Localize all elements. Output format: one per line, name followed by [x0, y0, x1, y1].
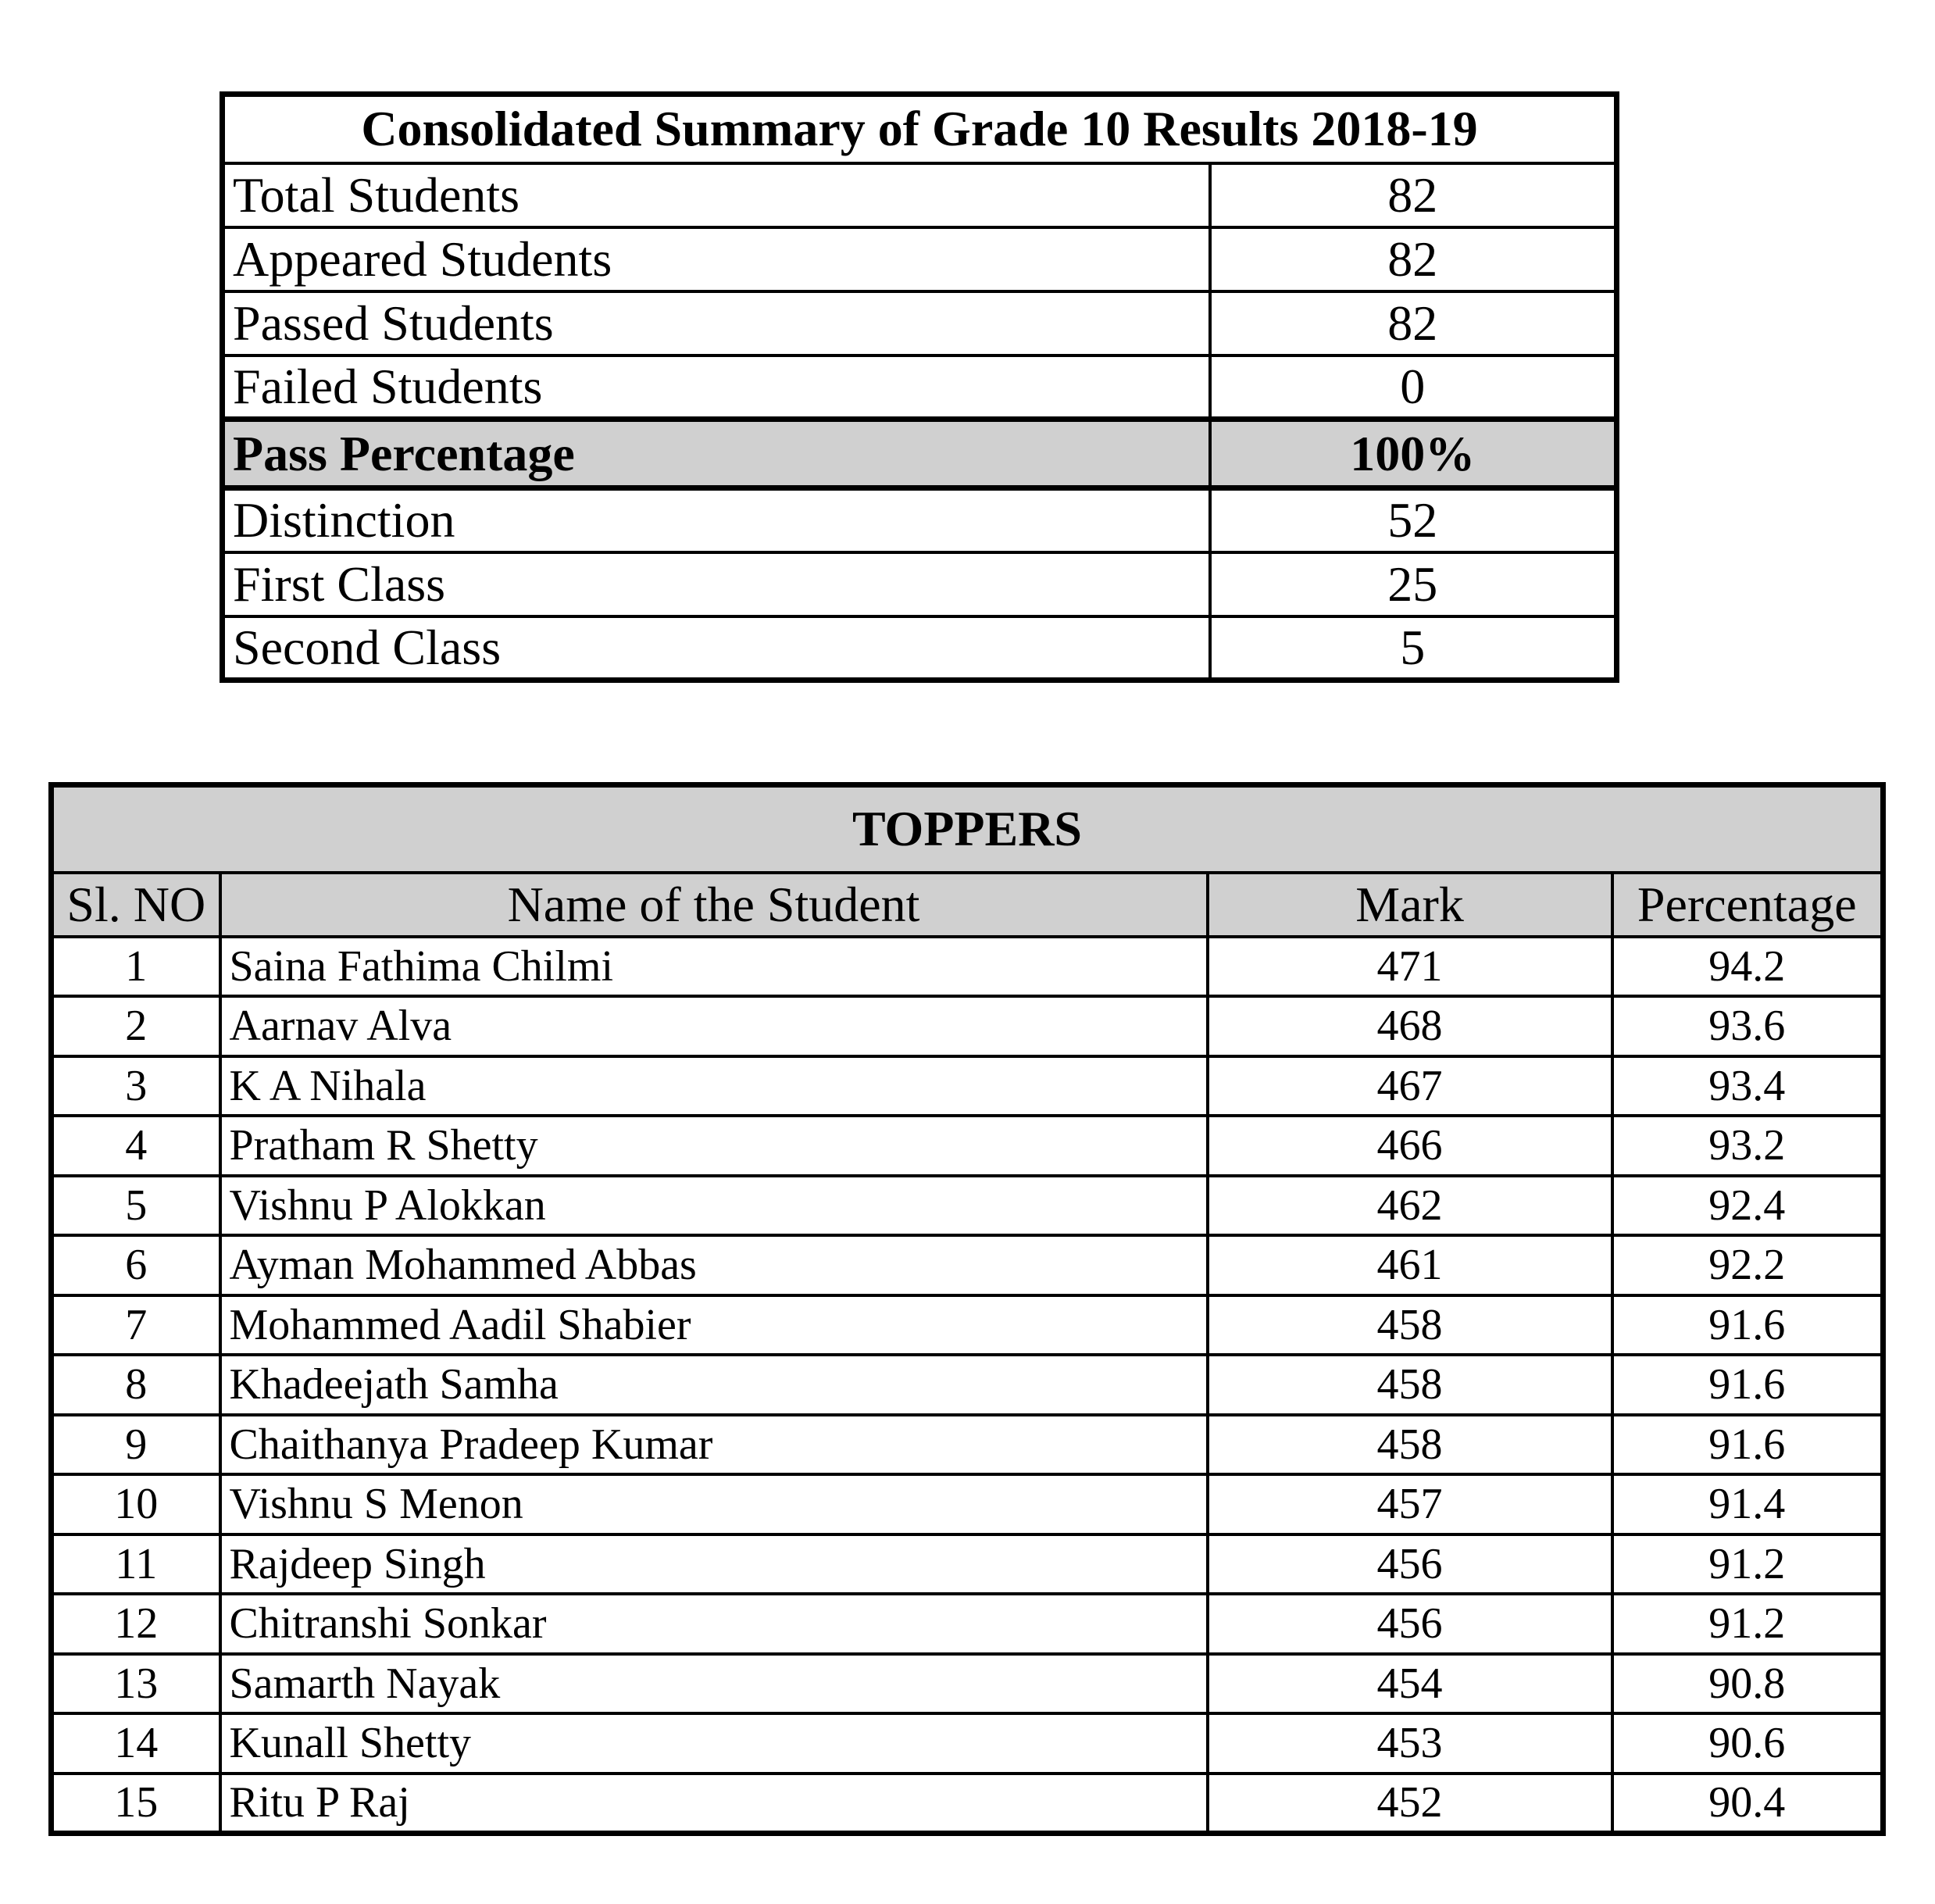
cell-name: Khadeejath Samha	[220, 1355, 1208, 1415]
cell-name: K A Nihala	[220, 1056, 1208, 1116]
cell-percentage: 90.6	[1612, 1713, 1883, 1774]
summary-label: Second Class	[223, 616, 1210, 681]
cell-percentage: 90.4	[1612, 1774, 1883, 1834]
cell-percentage: 91.6	[1612, 1295, 1883, 1356]
table-row	[52, 1176, 1883, 1236]
summary-label: First Class	[223, 552, 1210, 616]
summary-row-total	[223, 163, 1617, 227]
cell-percentage: 92.4	[1612, 1176, 1883, 1236]
cell-name: Vishnu P Alokkan	[220, 1176, 1208, 1236]
cell-slno: 4	[52, 1116, 220, 1176]
cell-percentage: 91.2	[1612, 1594, 1883, 1654]
toppers-title: TOPPERS	[52, 785, 1883, 873]
cell-mark: 458	[1208, 1415, 1612, 1475]
summary-row-first-class	[223, 552, 1617, 616]
summary-title-row	[223, 95, 1617, 163]
cell-percentage: 93.2	[1612, 1116, 1883, 1176]
cell-slno: 14	[52, 1713, 220, 1774]
summary-label: Appeared Students	[223, 227, 1210, 291]
cell-percentage: 93.6	[1612, 996, 1883, 1056]
summary-value: 52	[1210, 488, 1617, 552]
cell-slno: 11	[52, 1534, 220, 1595]
table-row	[52, 1534, 1883, 1595]
cell-mark: 456	[1208, 1534, 1612, 1595]
summary-row-failed	[223, 355, 1617, 420]
cell-slno: 9	[52, 1415, 220, 1475]
cell-mark: 461	[1208, 1235, 1612, 1295]
cell-name: Samarth Nayak	[220, 1654, 1208, 1714]
table-row	[52, 1713, 1883, 1774]
table-row	[52, 1474, 1883, 1534]
cell-slno: 15	[52, 1774, 220, 1834]
cell-mark: 454	[1208, 1654, 1612, 1714]
summary-label: Distinction	[223, 488, 1210, 552]
summary-value: 82	[1210, 163, 1617, 227]
cell-name: Rajdeep Singh	[220, 1534, 1208, 1595]
summary-title: Consolidated Summary of Grade 10 Results 2018-19	[223, 95, 1617, 163]
cell-mark: 471	[1208, 937, 1612, 997]
table-row	[52, 1594, 1883, 1654]
table-row	[52, 1654, 1883, 1714]
summary-label: Total Students	[223, 163, 1210, 227]
cell-mark: 453	[1208, 1713, 1612, 1774]
cell-name: Aarnav Alva	[220, 996, 1208, 1056]
cell-percentage: 91.6	[1612, 1415, 1883, 1475]
cell-percentage: 91.4	[1612, 1474, 1883, 1534]
table-row	[52, 937, 1883, 997]
table-row	[52, 1355, 1883, 1415]
cell-percentage: 93.4	[1612, 1056, 1883, 1116]
summary-row-second-class	[223, 616, 1617, 681]
cell-percentage: 91.2	[1612, 1534, 1883, 1595]
cell-slno: 12	[52, 1594, 220, 1654]
summary-value: 5	[1210, 616, 1617, 681]
toppers-title-row	[52, 785, 1883, 873]
cell-mark: 468	[1208, 996, 1612, 1056]
cell-name: Ritu P Raj	[220, 1774, 1208, 1834]
toppers-table	[48, 782, 1886, 1836]
summary-value: 25	[1210, 552, 1617, 616]
cell-slno: 5	[52, 1176, 220, 1236]
cell-slno: 2	[52, 996, 220, 1056]
cell-name: Ayman Mohammed Abbas	[220, 1235, 1208, 1295]
summary-value: 82	[1210, 227, 1617, 291]
cell-mark: 456	[1208, 1594, 1612, 1654]
summary-row-appeared	[223, 227, 1617, 291]
cell-percentage: 91.6	[1612, 1355, 1883, 1415]
cell-slno: 13	[52, 1654, 220, 1714]
summary-value: 100%	[1210, 420, 1617, 488]
cell-slno: 7	[52, 1295, 220, 1356]
cell-mark: 462	[1208, 1176, 1612, 1236]
cell-mark: 458	[1208, 1295, 1612, 1356]
summary-table	[220, 91, 1619, 683]
cell-slno: 6	[52, 1235, 220, 1295]
table-row	[52, 1774, 1883, 1834]
cell-mark: 458	[1208, 1355, 1612, 1415]
table-row	[52, 1295, 1883, 1356]
cell-slno: 3	[52, 1056, 220, 1116]
summary-row-passed	[223, 291, 1617, 355]
cell-percentage: 92.2	[1612, 1235, 1883, 1295]
cell-slno: 8	[52, 1355, 220, 1415]
cell-mark: 466	[1208, 1116, 1612, 1176]
summary-label: Pass Percentage	[223, 420, 1210, 488]
cell-slno: 10	[52, 1474, 220, 1534]
header-mark: Mark	[1208, 873, 1612, 937]
cell-mark: 457	[1208, 1474, 1612, 1534]
cell-name: Kunall Shetty	[220, 1713, 1208, 1774]
table-row	[52, 1415, 1883, 1475]
summary-label: Passed Students	[223, 291, 1210, 355]
table-row	[52, 1235, 1883, 1295]
cell-name: Chitranshi Sonkar	[220, 1594, 1208, 1654]
cell-name: Pratham R Shetty	[220, 1116, 1208, 1176]
cell-name: Chaithanya Pradeep Kumar	[220, 1415, 1208, 1475]
toppers-header-row	[52, 873, 1883, 937]
summary-label: Failed Students	[223, 355, 1210, 420]
header-name: Name of the Student	[220, 873, 1208, 937]
summary-row-pass-percentage	[223, 420, 1617, 488]
cell-percentage: 90.8	[1612, 1654, 1883, 1714]
cell-name: Mohammed Aadil Shabier	[220, 1295, 1208, 1356]
cell-percentage: 94.2	[1612, 937, 1883, 997]
header-percentage: Percentage	[1612, 873, 1883, 937]
table-row	[52, 996, 1883, 1056]
table-row	[52, 1056, 1883, 1116]
cell-name: Vishnu S Menon	[220, 1474, 1208, 1534]
cell-name: Saina Fathima Chilmi	[220, 937, 1208, 997]
header-slno: Sl. NO	[52, 873, 220, 937]
summary-value: 0	[1210, 355, 1617, 420]
cell-slno: 1	[52, 937, 220, 997]
cell-mark: 452	[1208, 1774, 1612, 1834]
summary-row-distinction	[223, 488, 1617, 552]
table-row	[52, 1116, 1883, 1176]
summary-value: 82	[1210, 291, 1617, 355]
cell-mark: 467	[1208, 1056, 1612, 1116]
